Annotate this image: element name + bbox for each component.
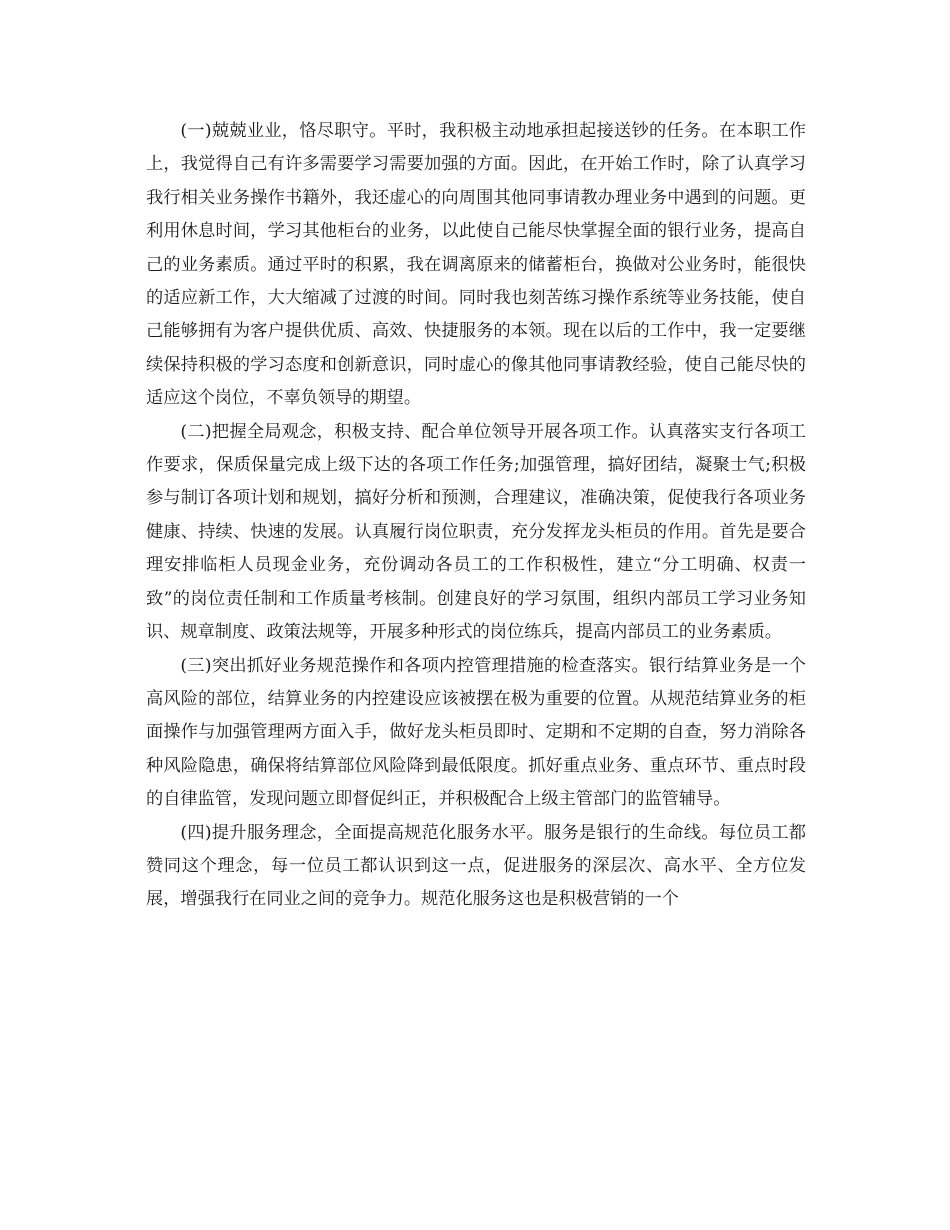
document-body	[146, 115, 806, 917]
paragraph-4: (四)提升服务理念，全面提高规范化服务水平。服务是银行的生命线。每位员工都赞同这个理念，每一位员工都认识到这一点，促进服务的深层次、高水平、全方位发展，增强我行在同业之间的竞争力。规范化服务这也是积极营销的一个	[146, 822, 806, 910]
paragraph-1: (一)兢兢业业，恪尽职守。平时，我积极主动地承担起接送钞的任务。在本职工作上，我觉得自己有许多需要学习需要加强的方面。因此，在开始工作时，除了认真学习我行相关业务操作书籍外，我还虚心的向周围其他同事请教办理业务中遇到的问题。更利用休息时间，学习其他柜台的业务，以此使自己能尽快掌握全面的银行业务，提高自己的业务素质。通过平时的积累，我在调离原来的储蓄柜台，换做对公业务时，能很快的适应新工作，大大缩减了过渡的时间。同时我也刻苦练习操作系统等业务技能，使自己能够拥有为客户提供优质、高效、快捷服务的本领。现在以后的工作中，我一定要继续保持积极的学习态度和创新意识，同时虚心的像其他同事请教经验，使自己能尽快的适应这个岗位，不辜负领导的期望。	[146, 121, 806, 409]
paragraph-2: (二)把握全局观念，积极支持、配合单位领导开展各项工作。认真落实支行各项工作要求，保质保量完成上级下达的各项工作任务;加强管理，搞好团结，凝聚士气;积极参与制订各项计划和规划，搞好分析和预测，合理建议，准确决策，促使我行各项业务健康、持续、快速的发展。认真履行岗位职责，充分发挥龙头柜员的作用。首先是要合理安排临柜人员现金业务，充份调动各员工的工作积极性，建立“分工明确、权责一致”的岗位责任制和工作质量考核制。创建良好的学习氛围，组织内部员工学习业务知识、规章制度、政策法规等，开展多种形式的岗位练兵，提高内部员工的业务素质。	[146, 421, 806, 643]
paragraph-3: (三)突出抓好业务规范操作和各项内控管理措施的检查落实。银行结算业务是一个高风险的部位，结算业务的内控建设应该被摆在极为重要的位置。从规范结算业务的柜面操作与加强管理两方面入手，做好龙头柜员即时、定期和不定期的自查，努力消除各种风险隐患，确保将结算部位风险降到最低限度。抓好重点业务、重点环节、重点时段的自律监管，发现问题立即督促纠正，并积极配合上级主管部门的监管辅导。	[146, 655, 806, 810]
